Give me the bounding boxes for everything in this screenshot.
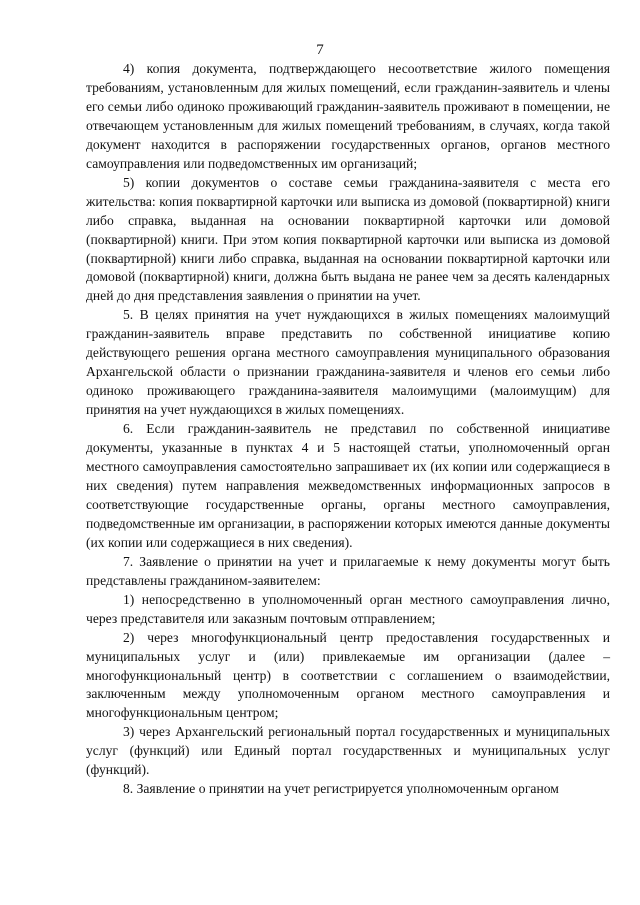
- paragraph-section-7: 7. Заявление о принятии на учет и прилагаемые к нему документы могут быть представлены гражданином-заявителем:: [86, 553, 610, 588]
- paragraph-section-8: 8. Заявление о принятии на учет регистрируется уполномоченным органом: [123, 781, 559, 797]
- paragraph-section-6: 6. Если гражданин-заявитель не представил по собственной инициативе документы, указанные в пунктах 4 и 5 настоящей статьи, уполномоченный орган местного самоуправления самостоятельно запрашивает их (их копии или содержащиеся в них сведения) путем направления межведомственных информационных запросов в соответствующие государственные органы, органы местного самоуправления, подведомственные им организации, в распоряжении которых имеются данные документы (их копии или содержащиеся в них сведения).: [86, 421, 610, 550]
- page-number: 7: [316, 42, 324, 58]
- paragraph-section-7-item-3: 3) через Архангельский региональный портал государственных и муниципальных услуг (функций) или Единый портал государственных и муниципальных услуг (функций).: [86, 724, 610, 778]
- paragraph-section-7-item-1: 1) непосредственно в уполномоченный орган местного самоуправления лично, через представителя или заказным почтовым отправлением;: [86, 591, 610, 626]
- paragraph-item-5-family-documents: 5) копии документов о составе семьи гражданина-заявителя с места его жительства: копия поквартирной карточки или выписка из домовой (поквартирной) книги либо справка, выданная на основании поквартирной карточки или домовой (поквартирной) книги. При этом копия поквартирной карточки или выписка из домовой (поквартирной) книги либо справка, выданная на основании поквартирной карточки или домовой (поквартирной) книги, должна быть выдана не ранее чем за десять календарных дней до дня представления заявления о принятии на учет.: [86, 174, 610, 304]
- paragraph-section-7-item-2: 2) через многофункциональный центр предоставления государственных и муниципальных услуг и (или) привлекаемые им организации (далее – многофункциональный центр) в соответствии с соглашением о взаимодействии, заключенным между уполномоченным органом местного самоуправления и многофункциональным центром;: [86, 629, 610, 721]
- paragraph-item-4-copy-document: 4) копия документа, подтверждающего несоответствие жилого помещения требованиям, установленным для жилых помещений, если гражданин-заявитель и члены его семьи либо одиноко проживающий гражданин-заявитель проживают в помещении, не отвечающем установленным для жилых помещений требованиям, в случаях, когда такой документ находится в распоряжении государственных органов, органов местного самоуправления или подведомственных им организаций;: [86, 61, 610, 171]
- paragraph-section-5: 5. В целях принятия на учет нуждающихся в жилых помещениях малоимущий гражданин-заявитель вправе представить по собственной инициативе копию действующего решения органа местного самоуправления муниципального образования Архангельской области о признании гражданина-заявителя и членов его семьи либо одиноко проживающего гражданина-заявителя малоимущими (малоимущим) для принятия на учет нуждающихся в жилых помещениях.: [86, 307, 610, 418]
- body-text: [86, 60, 610, 799]
